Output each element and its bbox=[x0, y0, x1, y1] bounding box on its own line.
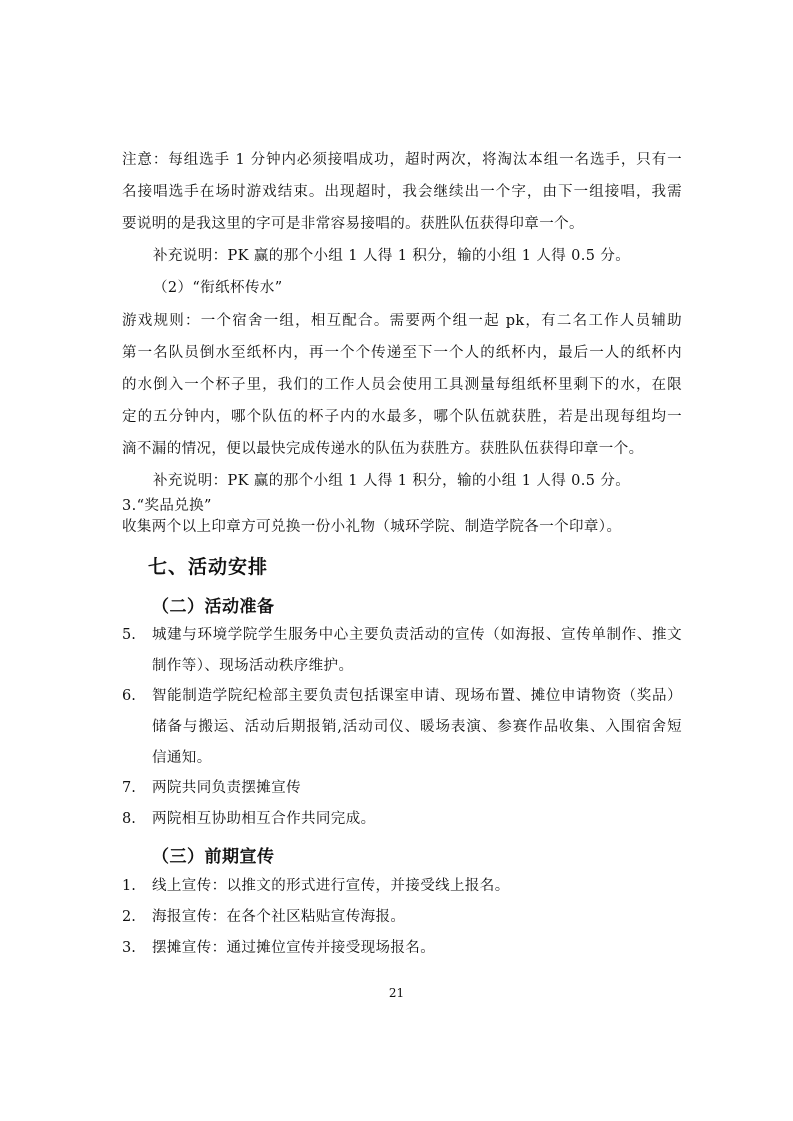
subheading-promotion: （三）前期宣传 bbox=[152, 847, 275, 867]
subheading-preparation: （二）活动准备 bbox=[152, 597, 275, 617]
list-text: 线上宣传：以推文的形式进行宣传，并接受线上报名。 bbox=[152, 878, 510, 894]
list-text: 摆摊宣传：通过摊位宣传并接受现场报名。 bbox=[152, 940, 436, 956]
prize-text: 收集两个以上印章方可兑换一份小礼物（城环学院、制造学院各一个印章）。 bbox=[122, 519, 622, 535]
rules-line-3: 的水倒入一个杯子里，我们的工作人员会使用工具测量每组纸杯里剩下的水，在限 bbox=[122, 377, 682, 393]
rules-line-5: 滴不漏的情况，便以最快完成传递水的队伍为获胜方。获胜队伍获得印章一个。 bbox=[122, 441, 644, 457]
rules-line-1: 游戏规则：一个宿舍一组，相互配合。需要两个组一起 pk，有二名工作人员辅助 bbox=[122, 313, 682, 329]
list-number: 1. bbox=[122, 878, 136, 894]
list-text: 储备与搬运、活动后期报销,活动司仪、暖场表演、参赛作品收集、入围宿舍短 bbox=[152, 719, 682, 735]
list-text: 智能制造学院纪检部主要负责包括课室申请、现场布置、摊位申请物资（奖品） bbox=[152, 688, 682, 704]
notice-line-2: 名接唱选手在场时游戏结束。出现超时，我会继续出一个字，由下一组接唱，我需 bbox=[122, 184, 682, 200]
list-number: 7. bbox=[122, 780, 136, 796]
list-text: 信通知。 bbox=[152, 750, 212, 766]
supplement-note-2: 补充说明：PK 赢的那个小组 1 人得 1 积分，输的小组 1 人得 0.5 分。 bbox=[153, 473, 631, 489]
supplement-note-1: 补充说明：PK 赢的那个小组 1 人得 1 积分，输的小组 1 人得 0.5 分。 bbox=[153, 248, 631, 264]
list-number: 2. bbox=[122, 909, 136, 925]
rules-line-4: 定的五分钟内，哪个队伍的杯子内的水最多，哪个队伍就获胜，若是出现每组均一 bbox=[122, 409, 682, 425]
section-heading-schedule: 七、活动安排 bbox=[148, 556, 269, 578]
prize-title: 3.“奖品兑换” bbox=[122, 498, 212, 514]
list-text: 制作等）、现场活动秩序维护。 bbox=[152, 658, 354, 674]
page-number: 21 bbox=[388, 986, 405, 1000]
list-number: 6. bbox=[122, 688, 136, 704]
game-2-title: （2）“衔纸杯传水” bbox=[153, 280, 283, 296]
list-text: 城建与环境学院学生服务中心主要负责活动的宣传（如海报、宣传单制作、推文 bbox=[152, 627, 682, 643]
notice-line-1: 注意：每组选手 1 分钟内必须接唱成功，超时两次，将淘汰本组一名选手，只有一 bbox=[122, 152, 682, 168]
list-number: 3. bbox=[122, 940, 136, 956]
list-text: 海报宣传：在各个社区粘贴宣传海报。 bbox=[152, 909, 406, 925]
rules-line-2: 第一名队员倒水至纸杯内，再一个个传递至下一个人的纸杯内，最后一人的纸杯内 bbox=[122, 345, 682, 361]
list-number: 8. bbox=[122, 811, 136, 827]
list-text: 两院共同负责摆摊宣传 bbox=[152, 780, 301, 796]
notice-line-3: 要说明的是我这里的字可是非常容易接唱的。获胜队伍获得印章一个。 bbox=[122, 216, 584, 232]
list-text: 两院相互协助相互合作共同完成。 bbox=[152, 811, 376, 827]
list-number: 5. bbox=[122, 627, 136, 643]
